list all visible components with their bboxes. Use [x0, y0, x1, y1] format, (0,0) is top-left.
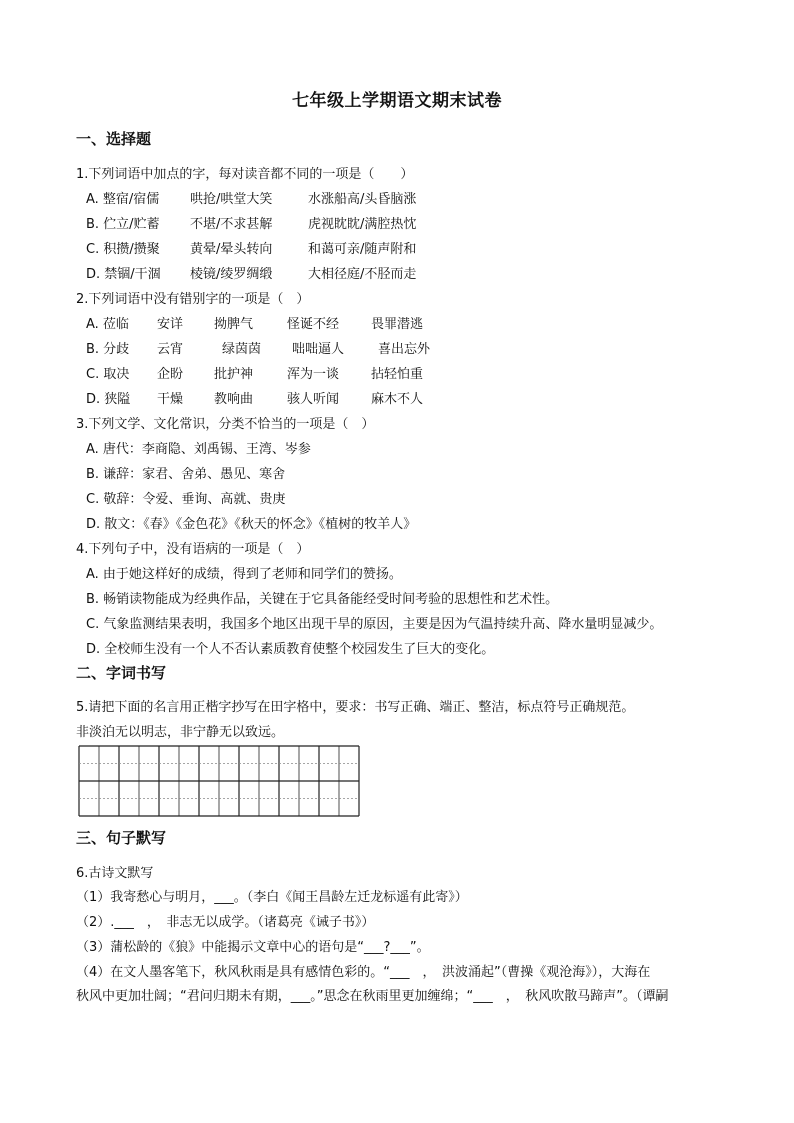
q1-option-c-col3: 和蔼可亲/随声附和: [308, 242, 417, 257]
q2-option-c-w5: 拈轻怕重: [371, 367, 424, 382]
q1-option-b-col3: 虎视眈眈/满腔热忱: [308, 217, 417, 232]
q1-option-b-col1: B. 伫立/贮蓄: [86, 217, 160, 232]
question-4-stem: 4.下列句子中，没有语病的一项是（ ）: [76, 542, 310, 557]
q1-option-c-col2: 黄晕/晕头转向: [190, 242, 273, 257]
q6-item-3: （3）蒲松龄的《狼》中能揭示文章中心的语句是“___?___”。: [76, 940, 430, 955]
question-3-stem: 3.下列文学、文化常识，分类不恰当的一项是（ ）: [76, 417, 375, 432]
q2-option-b-w1: B. 分歧: [86, 342, 130, 357]
page-title: 七年级上学期语文期末试卷: [292, 91, 502, 111]
q2-option-c-w4: 浑为一谈: [287, 367, 340, 382]
q2-option-d-w1: D. 狭隘: [86, 392, 131, 407]
q2-option-b-w4: 咄咄逼人: [292, 342, 345, 357]
q4-option-d: D. 全校师生没有一个人不否认素质教育使整个校园发生了巨大的变化。: [86, 642, 495, 657]
question-6-stem: 6.古诗文默写: [76, 866, 154, 881]
q1-option-d-col3: 大相径庭/不胫而走: [308, 267, 417, 282]
q2-option-b-w2: 云宵: [157, 342, 184, 357]
q2-option-d-w4: 骇人听闻: [287, 392, 340, 407]
q2-option-a-w3: 拗脾气: [214, 317, 254, 332]
q1-option-a-col1: A. 整宿/宿儒: [86, 192, 160, 207]
q6-item-4-cont: 秋风中更加壮阔；“君问归期未有期，___。”思念在秋雨里更加缠绵；“___ ， 秋风吹散马蹄声”。（谭嗣: [76, 989, 669, 1004]
q3-option-c: C. 敬辞：令爱、垂询、高就、贵庚: [86, 492, 286, 507]
q1-option-a-col3: 水涨船高/头昏脑涨: [308, 192, 417, 207]
question-2-stem: 2.下列词语中没有错别字的一项是（ ）: [76, 292, 310, 307]
q3-option-a: A. 唐代：李商隐、刘禹锡、王湾、岑参: [86, 442, 311, 457]
q2-option-a-w5: 畏罪潜逃: [371, 317, 424, 332]
section-heading-writing: 二、字词书写: [76, 664, 167, 682]
q1-option-c-col1: C. 积攒/攒聚: [86, 242, 160, 257]
question-5-stem: 5.请把下面的名言用正楷字抄写在田字格中，要求：书写正确、端正、整洁，标点符号正确规范。: [76, 700, 635, 715]
q2-option-d-w5: 麻木不人: [371, 392, 424, 407]
q6-item-4: （4）在文人墨客笔下，秋风秋雨是具有感情色彩的。“___ ， 洪波涌起”（曹操《观沧海》），大海在: [76, 965, 651, 980]
q2-option-b-w3: 绿茵茵: [222, 342, 262, 357]
q4-option-a: A. 由于她这样好的成绩，得到了老师和同学们的赞扬。: [86, 567, 402, 582]
q2-option-d-w3: 教响曲: [214, 392, 254, 407]
q1-option-a-col2: 哄抢/哄堂大笑: [190, 192, 273, 207]
q2-option-a-w1: A. 莅临: [86, 317, 129, 332]
q2-option-a-w2: 安详: [157, 317, 184, 332]
q3-option-b: B. 谦辞：家君、舍弟、愚见、寒舍: [86, 467, 286, 482]
q1-option-d-col2: 棱镜/绫罗绸缎: [190, 267, 273, 282]
q1-option-d-col1: D. 禁锢/干涸: [86, 267, 161, 282]
q2-option-b-w5: 喜出忘外: [378, 342, 431, 357]
q4-option-b: B. 畅销读物能成为经典作品，关键在于它具备能经受时间考验的思想性和艺术性。: [86, 592, 559, 607]
q1-option-b-col2: 不堪/不求甚解: [190, 217, 273, 232]
q2-option-c-w2: 企盼: [157, 367, 184, 382]
q2-option-c-w3: 批护神: [214, 367, 254, 382]
q2-option-c-w1: C. 取决: [86, 367, 130, 382]
q3-option-d: D. 散文：《春》《金色花》《秋天的怀念》《植树的牧羊人》: [86, 517, 417, 532]
question-1-stem: 1.下列词语中加点的字，每对读音都不同的一项是（ ）: [76, 167, 414, 182]
q6-item-2: （2）.___ ， 非志无以成学。（诸葛亮《诫子书》）: [76, 915, 375, 930]
q4-option-c: C. 气象监测结果表明，我国多个地区出现干旱的原因，主要是因为气温持续升高、降水量明显减少。: [86, 617, 663, 632]
section-heading-choice: 一、选择题: [76, 130, 152, 148]
question-5-quote: 非淡泊无以明志，非宁静无以致远。: [76, 725, 285, 740]
tianzige-writing-grid[interactable]: [78, 745, 364, 817]
q2-option-a-w4: 怪诞不经: [287, 317, 340, 332]
q6-item-1: （1）我寄愁心与明月，___。（李白《闻王昌龄左迁龙标遥有此寄》）: [76, 890, 468, 905]
section-heading-recitation: 三、句子默写: [76, 829, 167, 847]
q2-option-d-w2: 干燥: [157, 392, 184, 407]
